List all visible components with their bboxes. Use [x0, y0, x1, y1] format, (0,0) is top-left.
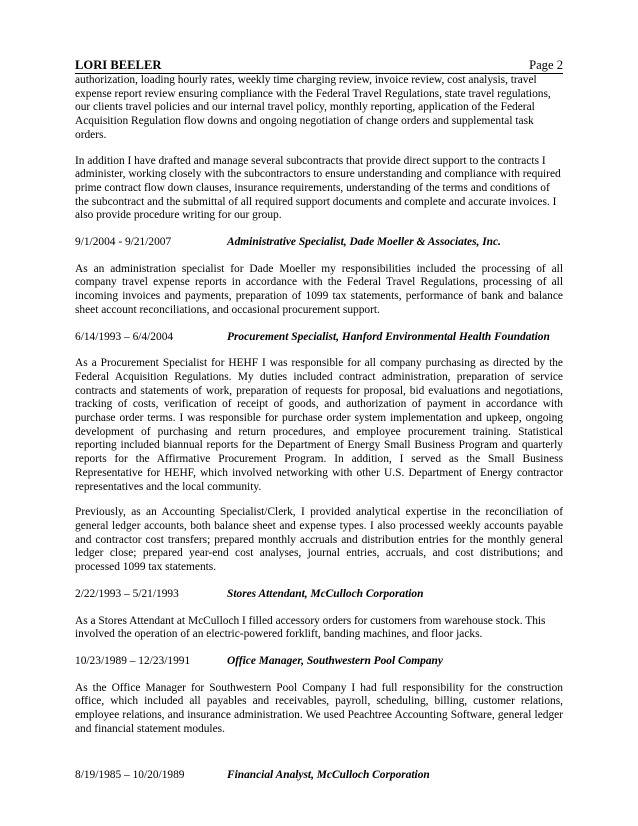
- resume-page: [75, 58, 563, 783]
- job-title: Procurement Specialist, Hanford Environmental Health Foundation: [227, 330, 550, 343]
- job-title: Financial Analyst, McCulloch Corporation: [227, 769, 430, 782]
- paragraph-southwestern-pool: As the Office Manager for Southwestern Pool Company I had full responsibility for the construction office, which included all payables and receivables, payroll, scheduling, billing, customer relations, employee relations, and insurance administration. We used Peachtree Accounting Software, general ledger and financial statement modules.: [75, 681, 563, 735]
- job-dates: 10/23/1989 – 12/23/1991: [75, 654, 191, 667]
- paragraph-accounting: Previously, as an Accounting Specialist/Clerk, I provided analytical expertise in the reconciliation of general ledger accounts, both balance sheet and expense types. I also processed weekly accounts payable and contractor cost transfers; prepared monthly accruals and distribution entries for the monthly general ledger close; prepared year-end cost analyses, journal entries, accruals, and cost distributions; and processed 1099 tax statements.: [75, 506, 563, 574]
- job-title: Administrative Specialist, Dade Moeller & Associates, Inc.: [227, 236, 501, 249]
- paragraph-hehf: As a Procurement Specialist for HEHF I was responsible for all company purchasing as directed by the Federal Acquisition Regulations. My duties included contract administration, preparation of service contracts and statements of work, preparation of requests for proposal, bid evaluations and negotiations, tracking of costs, verification of receipt of goods, and authorization of payment in accordance with purchase order terms. I was responsible for purchase order system implementation and upkeep, ongoing development of purchasing and return procedures, and employee procurement training. Statistical reporting included biannual reports for the Department of Energy Small Business Program and quarterly reports for the Affirmative Procurement Program. In addition, I served as the Small Business Representative for HEHF, which involved networking with other U.S. Department of Energy contractor representatives and the local community.: [75, 357, 563, 493]
- paragraph-continued-duties: authorization, loading hourly rates, weekly time charging review, invoice review, cost analysis, travel expense report review ensuring compliance with the Federal Travel Regulations, state travel regulations, our clients travel policies and our internal travel policy, monthly reporting, application of the Federal Acquisition Regulation flow downs and ongoing negotiation of change orders and supplemental task orders.: [75, 74, 551, 141]
- job-heading: [75, 769, 563, 783]
- job-title: Office Manager, Southwestern Pool Company: [227, 654, 443, 667]
- candidate-name: LORI BEELER: [75, 58, 162, 72]
- paragraph-subcontracts: In addition I have drafted and manage several subcontracts that provide direct support to the contracts I administer, working closely with the subcontractors to ensure understanding and compliance with required prime contract flow down clauses, insurance requirements, understanding of the terms and conditions of the subcontract and the submittal of all required support documents and complete and accurate invoices. I also provide procedure writing for our group.: [75, 154, 561, 222]
- page-number: Page 2: [529, 58, 563, 72]
- job-heading: [75, 236, 563, 250]
- paragraph-mcculloch-stores: As a Stores Attendant at McCulloch I filled accessory orders for customers from warehouse stock. This involved the operation of an electric-powered forklift, banding machines, and floor jacks.: [75, 614, 546, 641]
- job-dates: 6/14/1993 – 6/4/2004: [75, 330, 174, 343]
- paragraph-dade-moeller: As an administration specialist for Dade Moeller my responsibilities included the processing of all company travel expense reports in accordance with the Federal Travel Regulations, processing of all incoming invoices and payments, preparation of 1099 tax statements, performance of bank and balance sheet account reconciliations, and occasional procurement support.: [75, 262, 563, 316]
- job-heading: [75, 588, 563, 602]
- job-heading: [75, 331, 563, 345]
- job-title: Stores Attendant, McCulloch Corporation: [227, 587, 424, 600]
- page-header: [75, 58, 563, 74]
- job-heading: [75, 655, 563, 669]
- job-dates: 9/1/2004 - 9/21/2007: [75, 236, 172, 249]
- job-dates: 2/22/1993 – 5/21/1993: [75, 587, 179, 600]
- job-dates: 8/19/1985 – 10/20/1989: [75, 769, 185, 782]
